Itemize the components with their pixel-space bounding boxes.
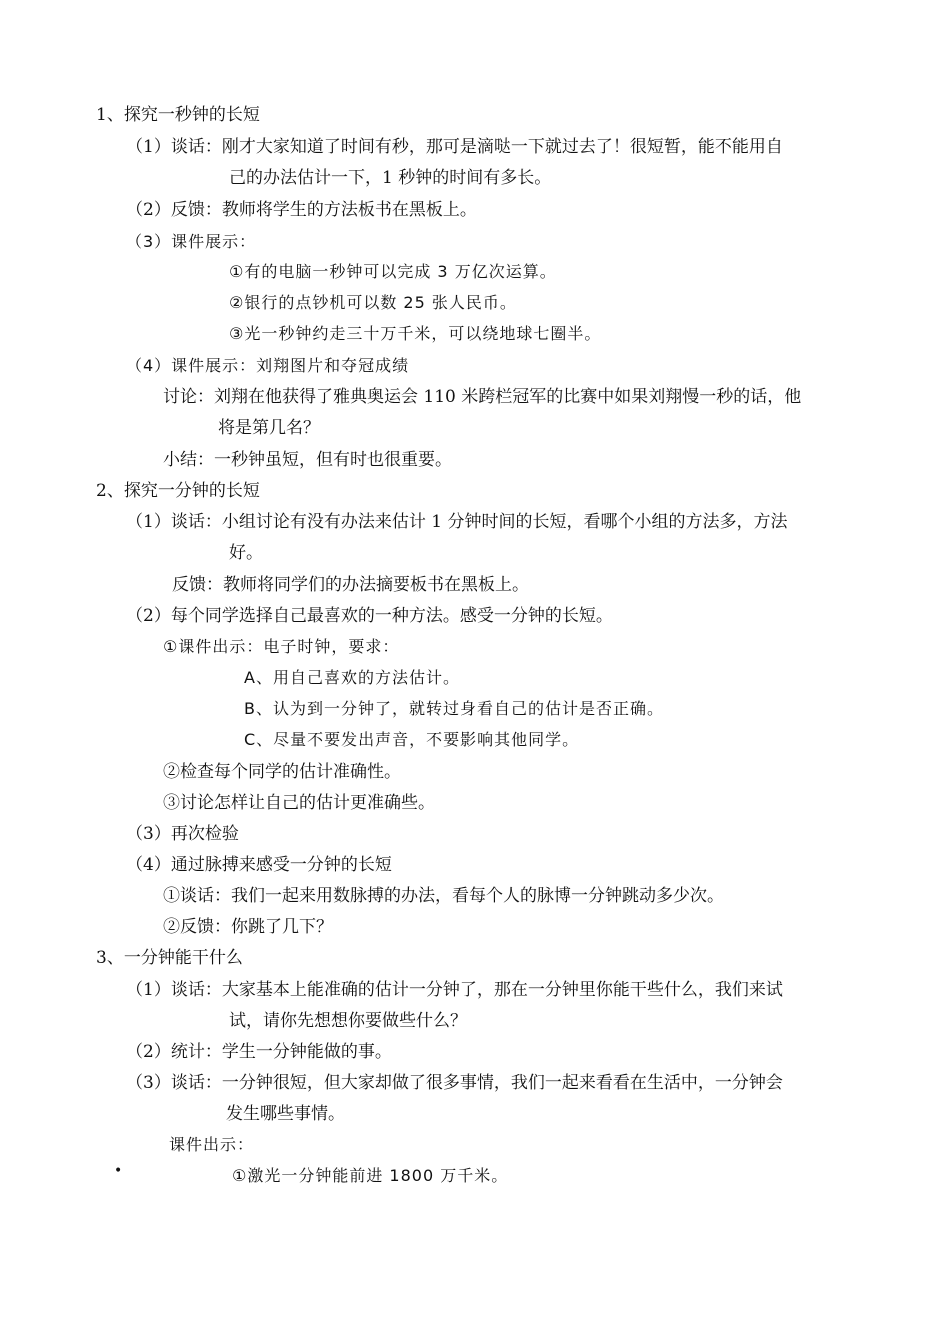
s2-req-b: B、认为到一分钟了，就转过身看自己的估计是否正确。 [244,699,664,718]
s1-p2: （2）反馈：教师将学生的方法板书在黑板上。 [126,200,477,220]
s1-summary: 小结：一秒钟虽短，但有时也很重要。 [163,450,452,470]
s2-p2-item-2: ②检查每个同学的估计准确性。 [163,762,401,782]
section-2-heading: 2、探究一分钟的长短 [96,481,260,501]
s1-p1-line2: 己的办法估计一下，1 秒钟的时间有多长。 [229,168,552,188]
s3-p2: （2）统计：学生一分钟能做的事。 [126,1042,392,1062]
s2-p4: （4）通过脉搏来感受一分钟的长短 [126,855,392,875]
s1-p3-item-1: ①有的电脑一秒钟可以完成 3 万亿次运算。 [229,262,557,281]
s3-show-item-1: ①激光一分钟能前进 1800 万千米。 [232,1166,509,1185]
s1-p3-item-3: ③光一秒钟约走三十万千米，可以绕地球七圈半。 [229,324,602,343]
s3-courseware-show: 课件出示： [169,1135,255,1154]
s2-p4-item-1: ①谈话：我们一起来用数脉搏的办法，看每个人的脉博一分钟跳动多少次。 [163,886,724,906]
s1-p1-line1: （1）谈话：刚才大家知道了时间有秒，那可是滴哒一下就过去了！很短暂，能不能用自 [126,137,783,157]
s2-p1-line1: （1）谈话：小组讨论有没有办法来估计 1 分钟时间的长短，看哪个小组的方法多，方法 [126,512,788,532]
s1-discuss-line1: 讨论：刘翔在他获得了雅典奥运会 110 米跨栏冠军的比赛中如果刘翔慢一秒的话，他 [163,387,802,407]
s1-p3-item-2: ②银行的点钞机可以数 25 张人民币。 [229,293,517,312]
s2-req-c: C、尽量不要发出声音，不要影响其他同学。 [244,730,580,749]
section-1-heading: 1、探究一秒钟的长短 [96,105,260,125]
s3-p3-line2: 发生哪些事情。 [226,1104,345,1124]
list-bullet: • [114,1163,123,1179]
s3-p3-line1: （3）谈话：一分钟很短，但大家却做了很多事情，我们一起来看看在生活中，一分钟会 [126,1073,783,1093]
s2-p2-item-1: ①课件出示：电子时钟，要求： [163,637,400,656]
s3-p1-line2: 试，请你先想想你要做些什么？ [229,1011,467,1031]
s2-p3: （3）再次检验 [126,824,239,844]
s1-p4: （4）课件展示：刘翔图片和夺冠成绩 [126,356,410,375]
s2-req-a: A、用自己喜欢的方法估计。 [244,668,460,687]
s2-p4-item-2: ②反馈：你跳了几下？ [163,917,333,937]
s3-p1-line1: （1）谈话：大家基本上能准确的估计一分钟了，那在一分钟里你能干些什么，我们来试 [126,980,783,1000]
s1-discuss-line2: 将是第几名？ [218,418,320,438]
s2-p2-item-3: ③讨论怎样让自己的估计更准确些。 [163,793,435,813]
s2-feedback: 反馈：教师将同学们的办法摘要板书在黑板上。 [172,575,529,595]
s2-p1-line2: 好。 [229,543,263,563]
s1-p3: （3）课件展示： [126,232,257,251]
section-3-heading: 3、一分钟能干什么 [96,948,243,968]
s2-p2: （2）每个同学选择自己最喜欢的一种方法。感受一分钟的长短。 [126,606,613,626]
